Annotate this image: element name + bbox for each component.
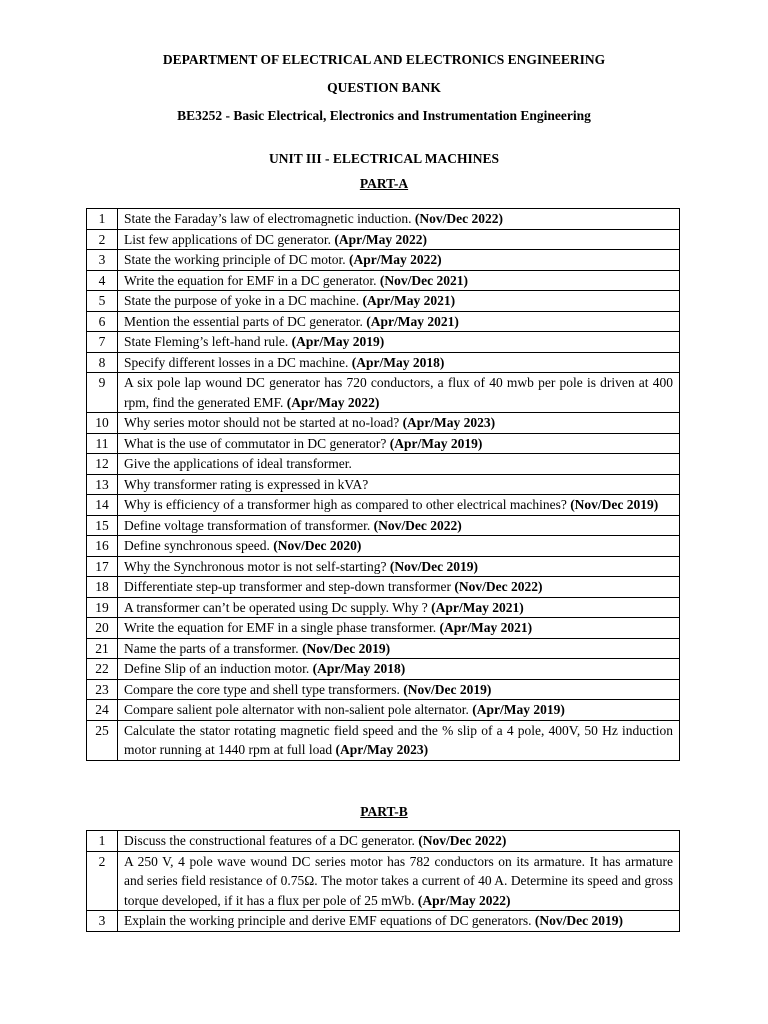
question-row — [87, 270, 680, 291]
question-number: 16 — [87, 536, 118, 557]
question-text: Mention the essential parts of DC generator. — [124, 313, 363, 329]
question-row — [87, 597, 680, 618]
question-cell — [118, 515, 680, 536]
question-row — [87, 679, 680, 700]
question-cell — [118, 433, 680, 454]
question-row — [87, 720, 680, 760]
exam-session-tag: (Nov/Dec 2022) — [454, 579, 543, 594]
question-number: 9 — [87, 373, 118, 413]
exam-session-tag: (Nov/Dec 2022) — [373, 517, 462, 533]
exam-session-tag: (Apr/May 2021) — [366, 313, 459, 329]
question-row — [87, 556, 680, 577]
exam-session-tag: (Apr/May 2021) — [439, 620, 533, 635]
part-b-title: PART-B — [360, 804, 408, 819]
exam-session-tag: (Nov/Dec 2022) — [418, 833, 507, 848]
question-text: Define synchronous speed. — [124, 538, 270, 553]
part-a-table — [86, 208, 680, 761]
question-number: 17 — [87, 556, 118, 577]
exam-session-tag: (Nov/Dec 2022) — [414, 211, 504, 226]
exam-session-tag: (Nov/Dec 2019) — [534, 913, 624, 928]
question-cell — [118, 851, 680, 911]
question-number: 12 — [87, 454, 118, 475]
question-number: 3 — [87, 250, 118, 271]
question-text: Why is efficiency of a transformer high as compared to other electrical machines? — [124, 497, 567, 512]
question-text: A six pole lap wound DC generator has 720 conductors, a flux of 40 mwb per pole is driven at 400 rpm, find the generated EMF. — [124, 375, 673, 410]
question-text: Write the equation for EMF in a single phase transformer. — [124, 620, 437, 635]
question-number: 7 — [87, 332, 118, 353]
question-cell — [118, 831, 680, 852]
question-cell — [118, 291, 680, 312]
question-text: Name the parts of a transformer. — [124, 640, 299, 656]
question-cell — [118, 332, 680, 353]
question-number: 23 — [87, 679, 118, 700]
question-cell — [118, 720, 680, 760]
question-text: Define Slip of an induction motor. — [124, 661, 310, 676]
question-text: State Fleming’s left-hand rule. — [124, 334, 289, 349]
question-number: 10 — [87, 413, 118, 434]
question-number: 2 — [87, 851, 118, 911]
question-row — [87, 831, 680, 852]
question-row — [87, 577, 680, 598]
question-text: Calculate the stator rotating magnetic field speed and the % slip of a 4 pole, 400V, 50 Hz induction motor running at 1440 rpm at full load — [124, 722, 673, 757]
question-number: 15 — [87, 515, 118, 536]
exam-session-tag: (Apr/May 2022) — [417, 892, 511, 908]
question-number: 19 — [87, 597, 118, 618]
question-row — [87, 618, 680, 639]
question-number: 18 — [87, 577, 118, 598]
question-text: A transformer can’t be operated using Dc supply. Why ? — [124, 599, 428, 615]
question-text: Why transformer rating is expressed in kVA? — [124, 476, 369, 492]
question-number: 5 — [87, 291, 118, 312]
exam-session-tag: (Apr/May 2023) — [402, 415, 496, 430]
exam-session-tag: (Apr/May 2022) — [286, 394, 380, 410]
question-number: 21 — [87, 638, 118, 659]
question-cell — [118, 679, 680, 700]
question-text: State the purpose of yoke in a DC machine. — [124, 293, 360, 308]
exam-session-tag: (Apr/May 2018) — [312, 661, 406, 676]
exam-session-tag: (Apr/May 2022) — [334, 231, 427, 247]
exam-session-tag: (Apr/May 2018) — [351, 354, 445, 370]
question-row — [87, 209, 680, 230]
question-row — [87, 474, 680, 495]
question-number: 24 — [87, 700, 118, 721]
exam-session-tag: (Apr/May 2019) — [472, 702, 565, 717]
question-row — [87, 536, 680, 557]
question-text: Why series motor should not be started at no-load? — [124, 415, 400, 430]
question-cell — [118, 474, 680, 495]
question-number: 3 — [87, 911, 118, 932]
question-row — [87, 352, 680, 373]
question-cell — [118, 209, 680, 230]
question-row — [87, 311, 680, 332]
question-number: 13 — [87, 474, 118, 495]
department-heading: DEPARTMENT OF ELECTRICAL AND ELECTRONICS ENGINEERING — [162, 52, 606, 67]
question-cell — [118, 911, 680, 932]
question-text: Explain the working principle and derive EMF equations of DC generators. — [124, 913, 532, 928]
question-row — [87, 638, 680, 659]
question-text: What is the use of commutator in DC generator? — [124, 435, 387, 451]
question-number: 11 — [87, 433, 118, 454]
question-row — [87, 515, 680, 536]
question-cell — [118, 454, 680, 475]
question-row — [87, 332, 680, 353]
question-number: 2 — [87, 229, 118, 250]
question-cell — [118, 229, 680, 250]
question-row — [87, 291, 680, 312]
question-row — [87, 911, 680, 932]
question-text: Compare salient pole alternator with non-salient pole alternator. — [124, 702, 469, 717]
question-number: 1 — [87, 209, 118, 230]
question-row — [87, 851, 680, 911]
question-text: List few applications of DC generator. — [124, 231, 331, 247]
exam-session-tag: (Apr/May 2021) — [362, 293, 456, 308]
unit-title: UNIT III - ELECTRICAL MACHINES — [268, 151, 500, 166]
document-title: QUESTION BANK — [327, 80, 441, 95]
question-row — [87, 250, 680, 271]
question-cell — [118, 311, 680, 332]
question-text: Specify different losses in a DC machine. — [124, 354, 349, 370]
question-cell — [118, 250, 680, 271]
part-b-table — [86, 830, 680, 932]
question-text: Why the Synchronous motor is not self-starting? — [124, 558, 387, 574]
exam-session-tag: (Nov/Dec 2019) — [389, 558, 478, 574]
question-cell — [118, 577, 680, 598]
exam-session-tag: (Nov/Dec 2019) — [403, 681, 492, 697]
question-text: Give the applications of ideal transformer. — [124, 456, 352, 471]
course-title: BE3252 - Basic Electrical, Electronics and Instrumentation Engineering — [177, 108, 591, 123]
exam-session-tag: (Nov/Dec 2019) — [302, 640, 391, 656]
exam-session-tag: (Apr/May 2019) — [389, 435, 483, 451]
question-cell — [118, 638, 680, 659]
question-number: 6 — [87, 311, 118, 332]
question-cell — [118, 597, 680, 618]
question-number: 1 — [87, 831, 118, 852]
question-row — [87, 659, 680, 680]
question-row — [87, 433, 680, 454]
question-text: Write the equation for EMF in a DC generator. — [124, 272, 377, 288]
question-row — [87, 495, 680, 516]
question-text: Define voltage transformation of transformer. — [124, 517, 371, 533]
question-number: 8 — [87, 352, 118, 373]
question-cell — [118, 556, 680, 577]
question-cell — [118, 352, 680, 373]
exam-session-tag: (Nov/Dec 2020) — [273, 538, 362, 553]
question-text: State the Faraday’s law of electromagnetic induction. — [124, 211, 412, 226]
question-row — [87, 373, 680, 413]
question-cell — [118, 700, 680, 721]
exam-session-tag: (Apr/May 2019) — [291, 334, 385, 349]
question-cell — [118, 495, 680, 516]
question-text: A 250 V, 4 pole wave wound DC series motor has 782 conductors on its armature. It has armature and series field resistance of 0.75Ω. The motor takes a current of 40 A. Determine its speed and gross torque developed, if it has a flux per pole of 25 mWb. — [124, 853, 673, 908]
question-number: 25 — [87, 720, 118, 760]
question-number: 22 — [87, 659, 118, 680]
question-number: 20 — [87, 618, 118, 639]
question-row — [87, 413, 680, 434]
question-text: Differentiate step-up transformer and step-down transformer — [124, 579, 452, 594]
question-text: Compare the core type and shell type transformers. — [124, 681, 400, 697]
question-row — [87, 700, 680, 721]
question-text: State the working principle of DC motor. — [124, 252, 346, 267]
exam-session-tag: (Nov/Dec 2019) — [570, 497, 659, 512]
question-row — [87, 454, 680, 475]
exam-session-tag: (Apr/May 2023) — [335, 742, 429, 757]
question-number: 14 — [87, 495, 118, 516]
part-a-title: PART-A — [359, 176, 409, 191]
question-cell — [118, 413, 680, 434]
question-text: Discuss the constructional features of a DC generator. — [124, 833, 415, 848]
question-cell — [118, 659, 680, 680]
question-cell — [118, 373, 680, 413]
question-number: 4 — [87, 270, 118, 291]
exam-session-tag: (Apr/May 2021) — [431, 599, 524, 615]
exam-session-tag: (Nov/Dec 2021) — [379, 272, 468, 288]
question-row — [87, 229, 680, 250]
question-cell — [118, 270, 680, 291]
question-cell — [118, 536, 680, 557]
question-cell — [118, 618, 680, 639]
exam-session-tag: (Apr/May 2022) — [348, 252, 442, 267]
